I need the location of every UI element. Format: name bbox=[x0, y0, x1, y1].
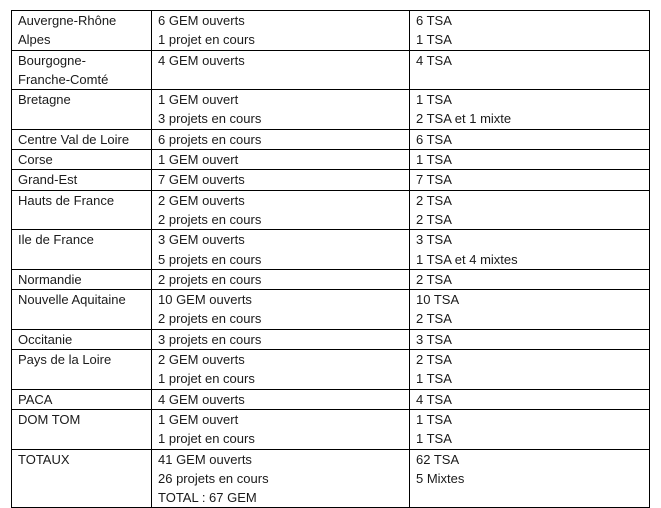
cell-text: Hauts de France bbox=[18, 192, 115, 208]
cell-text: 2 TSA bbox=[416, 352, 452, 368]
gem-cell bbox=[152, 150, 410, 170]
table-row bbox=[12, 290, 650, 330]
cell-text: Centre Val de Loire bbox=[18, 131, 130, 147]
tsa-cell bbox=[410, 389, 650, 409]
tsa-cell bbox=[410, 290, 650, 330]
gem-cell bbox=[152, 350, 410, 390]
cell-text: 2 projets en cours bbox=[158, 311, 262, 327]
region-cell bbox=[12, 90, 152, 130]
cell-text: 6 TSA bbox=[416, 13, 452, 28]
table-row bbox=[12, 50, 650, 90]
table-row bbox=[12, 389, 650, 409]
table-row bbox=[12, 150, 650, 170]
cell-text: 10 GEM ouverts bbox=[158, 292, 252, 308]
cell-text: 3 TSA bbox=[416, 331, 452, 347]
gem-cell bbox=[152, 11, 410, 51]
cell-text: 4 GEM ouverts bbox=[158, 391, 245, 407]
tsa-cell bbox=[410, 11, 650, 51]
table-body bbox=[12, 11, 650, 508]
table-row bbox=[12, 350, 650, 390]
cell-text: Nouvelle Aquitaine bbox=[18, 292, 126, 308]
cell-text: DOM TOM bbox=[18, 411, 81, 427]
region-cell bbox=[12, 129, 152, 149]
gem-cell bbox=[152, 230, 410, 270]
gem-cell bbox=[152, 190, 410, 230]
region-cell bbox=[12, 190, 152, 230]
cell-text: 3 projets en cours bbox=[158, 331, 262, 347]
tsa-cell bbox=[410, 170, 650, 190]
tsa-cell bbox=[410, 230, 650, 270]
region-cell bbox=[12, 50, 152, 90]
cell-text: Alpes bbox=[18, 32, 51, 48]
tsa-cell bbox=[410, 90, 650, 130]
gem-table bbox=[11, 10, 650, 508]
cell-text: 1 projet en cours bbox=[158, 32, 255, 48]
cell-text: 1 TSA et 4 mixtes bbox=[416, 251, 518, 267]
cell-text: Occitanie bbox=[18, 331, 73, 347]
region-cell bbox=[12, 150, 152, 170]
cell-text: 1 GEM ouvert bbox=[158, 152, 239, 168]
cell-text: Grand-Est bbox=[18, 172, 78, 188]
cell-text: TOTAL : 67 GEM bbox=[158, 490, 257, 506]
cell-text: 1 TSA bbox=[416, 371, 452, 387]
cell-text: 2 projets en cours bbox=[158, 211, 262, 227]
cell-text: 6 projets en cours bbox=[158, 131, 262, 147]
cell-text: 1 TSA bbox=[416, 152, 452, 168]
table-row bbox=[12, 230, 650, 270]
cell-text: 1 projet en cours bbox=[158, 431, 255, 447]
region-cell bbox=[12, 389, 152, 409]
cell-text: 2 TSA bbox=[416, 192, 452, 208]
table-row bbox=[12, 409, 650, 449]
cell-text: 4 TSA bbox=[416, 52, 452, 68]
cell-text: 2 GEM ouverts bbox=[158, 192, 245, 208]
tsa-cell bbox=[410, 129, 650, 149]
cell-text: 2 TSA bbox=[416, 211, 452, 227]
region-cell bbox=[12, 170, 152, 190]
gem-cell bbox=[152, 50, 410, 90]
cell-text: Bourgogne- bbox=[18, 52, 86, 68]
cell-text: Franche-Comté bbox=[18, 71, 109, 87]
gem-cell bbox=[152, 129, 410, 149]
cell-text: 2 TSA bbox=[416, 271, 452, 287]
cell-text: 3 GEM ouverts bbox=[158, 232, 245, 248]
table-row bbox=[12, 190, 650, 230]
region-cell bbox=[12, 269, 152, 289]
region-cell bbox=[12, 329, 152, 349]
cell-text: Ile de France bbox=[18, 232, 94, 248]
cell-text: TOTAUX bbox=[18, 451, 70, 467]
tsa-cell bbox=[410, 50, 650, 90]
region-cell bbox=[12, 11, 152, 51]
cell-text: 62 TSA bbox=[416, 451, 460, 467]
region-cell bbox=[12, 230, 152, 270]
gem-cell bbox=[152, 90, 410, 130]
tsa-cell bbox=[410, 150, 650, 170]
cell-text: 26 projets en cours bbox=[158, 470, 269, 486]
tsa-cell bbox=[410, 409, 650, 449]
table-row bbox=[12, 170, 650, 190]
cell-text: 2 TSA et 1 mixte bbox=[416, 111, 512, 127]
table-row bbox=[12, 90, 650, 130]
cell-text: 1 GEM ouvert bbox=[158, 92, 239, 108]
cell-text: 41 GEM ouverts bbox=[158, 451, 252, 467]
cell-text: 5 projets en cours bbox=[158, 251, 262, 267]
cell-text: Auvergne-Rhône bbox=[18, 13, 117, 28]
region-cell bbox=[12, 350, 152, 390]
gem-cell bbox=[152, 329, 410, 349]
gem-cell bbox=[152, 409, 410, 449]
cell-text: Corse bbox=[18, 152, 53, 168]
cell-text: 7 TSA bbox=[416, 172, 452, 188]
table-row bbox=[12, 449, 650, 508]
tsa-cell bbox=[410, 190, 650, 230]
cell-text: 1 projet en cours bbox=[158, 371, 255, 387]
cell-text: 1 TSA bbox=[416, 92, 452, 108]
gem-cell bbox=[152, 449, 410, 508]
cell-text: 2 TSA bbox=[416, 311, 452, 327]
cell-text: 2 projets en cours bbox=[158, 271, 262, 287]
gem-cell bbox=[152, 389, 410, 409]
table-row bbox=[12, 129, 650, 149]
cell-text: 1 TSA bbox=[416, 32, 452, 48]
tsa-cell bbox=[410, 269, 650, 289]
region-cell bbox=[12, 409, 152, 449]
cell-text: 1 GEM ouvert bbox=[158, 411, 239, 427]
tsa-cell bbox=[410, 329, 650, 349]
cell-text: 4 TSA bbox=[416, 391, 452, 407]
tsa-cell bbox=[410, 449, 650, 508]
region-cell bbox=[12, 290, 152, 330]
table-row bbox=[12, 11, 650, 51]
cell-text: 1 TSA bbox=[416, 411, 452, 427]
cell-text: Normandie bbox=[18, 271, 82, 287]
gem-cell bbox=[152, 290, 410, 330]
table-row bbox=[12, 269, 650, 289]
cell-text: Bretagne bbox=[18, 92, 71, 108]
region-cell bbox=[12, 449, 152, 508]
cell-text: 2 GEM ouverts bbox=[158, 352, 245, 368]
cell-text: 7 GEM ouverts bbox=[158, 172, 245, 188]
cell-text: 4 GEM ouverts bbox=[158, 52, 245, 68]
cell-text: 1 TSA bbox=[416, 431, 452, 447]
cell-text: PACA bbox=[18, 391, 53, 407]
cell-text: 6 GEM ouverts bbox=[158, 13, 245, 28]
gem-cell bbox=[152, 170, 410, 190]
cell-text: 3 TSA bbox=[416, 232, 452, 248]
cell-text: 6 TSA bbox=[416, 131, 452, 147]
cell-text: Pays de la Loire bbox=[18, 352, 112, 368]
cell-text: 3 projets en cours bbox=[158, 111, 262, 127]
cell-text: 5 Mixtes bbox=[416, 470, 465, 486]
gem-cell bbox=[152, 269, 410, 289]
cell-text: 10 TSA bbox=[416, 292, 460, 308]
tsa-cell bbox=[410, 350, 650, 390]
table-row bbox=[12, 329, 650, 349]
